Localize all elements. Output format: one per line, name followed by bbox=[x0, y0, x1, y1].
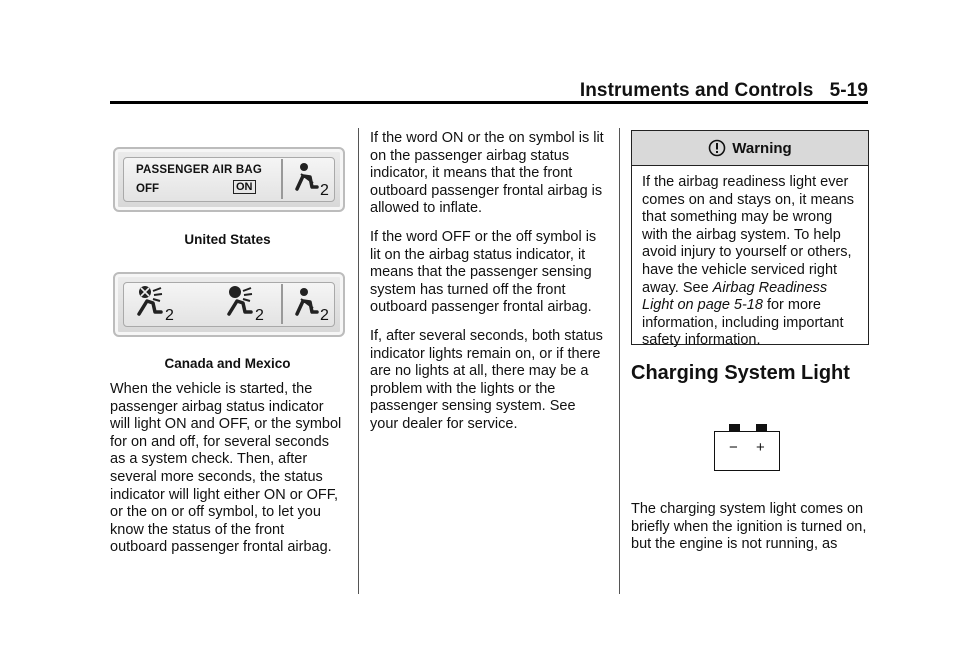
on-label: ON bbox=[233, 180, 256, 194]
warning-header bbox=[632, 131, 868, 166]
header-rule bbox=[110, 101, 868, 104]
battery-minus: − bbox=[729, 439, 738, 456]
column-3-text bbox=[631, 501, 871, 565]
off-label: OFF bbox=[136, 183, 159, 195]
section-title: Charging System Light bbox=[631, 362, 850, 384]
battery-terminal-right bbox=[756, 424, 767, 431]
icon-number-seated: 2 bbox=[320, 307, 329, 324]
airbag-on-icon bbox=[225, 284, 259, 318]
warning-box bbox=[631, 130, 869, 349]
battery-body bbox=[714, 431, 780, 471]
warning-icon bbox=[708, 139, 726, 157]
warning-reference: Airbag Readiness Light on page 5-18 bbox=[642, 279, 828, 314]
column-divider bbox=[358, 128, 359, 594]
seated-passenger-icon bbox=[293, 161, 321, 195]
col1-paragraph-1: When the vehicle is started, the passenger airbag status indicator will light ON and OFF, or the symbol for on and off, for several seconds as a system check. Then, after several more seconds, the status indicator will light either ON or OFF, or the on or off symbol, to let you know the status of the front outboard passenger frontal airbag. bbox=[110, 381, 342, 556]
column-2-text bbox=[370, 130, 607, 445]
warning-text-pre: If the airbag readiness light ever comes on and stays on, it means that something may be wrong with the airbag system. To help avoid injury to yourself or others, have the vehicle serviced right away. See bbox=[642, 174, 854, 296]
panel-separator bbox=[281, 284, 283, 324]
warning-title: Warning bbox=[732, 139, 792, 157]
col2-paragraph-1: If the word ON or the on symbol is lit on the passenger airbag status indicator, it means that the front outboard passenger frontal airbag is allowed to inflate. bbox=[370, 130, 604, 217]
header-section-title: Instruments and Controls bbox=[579, 80, 814, 101]
panel-separator bbox=[281, 159, 283, 199]
battery-terminal-left bbox=[729, 424, 740, 431]
column-1-text bbox=[110, 381, 345, 568]
caption-canada-mexico: Canada and Mexico bbox=[164, 356, 291, 371]
canada-airbag-status-panel bbox=[113, 272, 345, 337]
us-airbag-status-panel bbox=[113, 147, 345, 212]
seated-passenger-icon bbox=[293, 286, 321, 320]
header-title bbox=[580, 80, 868, 102]
caption-united-states: United States bbox=[184, 232, 271, 247]
warning-text-post: for more information, including important safety information. bbox=[642, 297, 844, 349]
col2-paragraph-3: If, after several seconds, both status indicator lights remain on, or if there are no lights at all, there may be a problem with the lights or the passenger sensing system. See your dealer for service. bbox=[370, 327, 603, 432]
icon-number-off: 2 bbox=[165, 307, 174, 324]
header-page-number: 5-19 bbox=[829, 80, 868, 101]
airbag-off-icon bbox=[135, 284, 169, 318]
icon-number: 2 bbox=[320, 182, 329, 199]
battery-icon bbox=[714, 424, 782, 472]
page-header bbox=[0, 0, 960, 106]
warning-body bbox=[632, 166, 868, 358]
icon-number-on: 2 bbox=[255, 307, 264, 324]
col3-paragraph-1: The charging system light comes on briefly when the ignition is turned on, but the engine is not running, as bbox=[631, 501, 867, 553]
passenger-air-bag-label: PASSENGER AIR BAG bbox=[136, 164, 263, 176]
column-divider bbox=[619, 128, 620, 594]
col2-paragraph-2: If the word OFF or the off symbol is lit on the airbag status indicator, it means that the passenger sensing system has turned off the front outboard passenger frontal airbag. bbox=[370, 228, 597, 316]
battery-plus: + bbox=[756, 439, 765, 456]
